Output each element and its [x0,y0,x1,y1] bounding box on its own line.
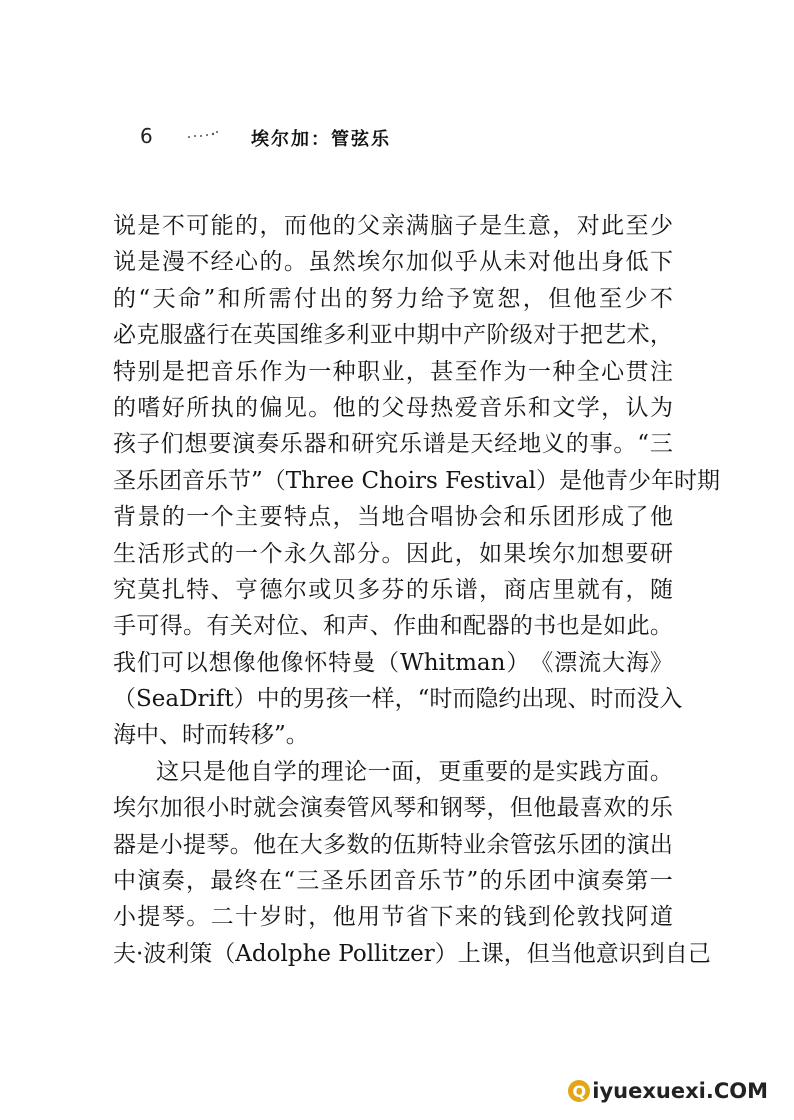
page-header [0,124,794,154]
text-line: 埃 尔 加 很 小 时 就 会 演 奏 管 风 琴 和 钢 琴 ， 但 他 最 喜 欢 的 乐 [113,795,673,822]
text-line: （ SeaDrift ） 中 的 男 孩 一 样 ， “ 时 而 隐 约 出 现 、 时 而 没 入 [113,686,683,713]
text-line: 说 是 漫 不 经 心 的 。 虽 然 埃 尔 加 似 乎 从 未 对 他 出 身 低 下 [113,249,673,276]
text-line: 的 “ 天 命 ” 和 所 需 付 出 的 努 力 给 予 宽 恕 ， 但 他 至 少 不 [113,285,673,312]
text-line: 孩 子 们 想 要 演 奏 乐 器 和 研 究 乐 谱 是 天 经 地 义 的 事 。 “ 三 [113,431,673,458]
text-line: 说 是 不 可 能 的 ， 而 他 的 父 亲 满 脑 子 是 生 意 ， 对 此 至 少 [113,213,673,239]
text-line: 这 只 是 他 自 学 的 理 论 一 面 ， 更 重 要 的 是 实 践 方 面 。 [156,758,673,785]
site-watermark [568,1079,768,1103]
running-title: 埃尔加：管弦乐 [251,129,391,150]
text-line: 圣 乐 团 音 乐 节 ” （ Three Choirs Festival ） 是 他 青 少 年 时 期 [113,467,720,494]
text-line: 我 们 可 以 想 像 他 像 怀 特 曼 （ Whitman ） 《 漂 流 大 海 》 [113,649,673,676]
text-line: 特 别 是 把 音 乐 作 为 一 种 职 业 ， 甚 至 作 为 一 种 全 心 贯 注 [113,358,673,385]
text-line: 生 活 形 式 的 一 个 永 久 部 分 。 因 此 ， 如 果 埃 尔 加 想 要 研 [113,540,673,567]
text-line: 海中、时而转移”。 [113,722,309,749]
text-line: 背 景 的 一 个 主 要 特 点 ， 当 地 合 唱 协 会 和 乐 团 形 成 了 他 [113,504,673,531]
text-line: 手 可 得 。 有 关 对 位 、 和 声 、 作 曲 和 配 器 的 书 也 是 如 此 。 [113,613,673,640]
q-logo-icon: Q [568,1080,590,1102]
page-number: 6 [140,124,153,148]
text-line: 究 莫 扎 特 、 亨 德 尔 或 贝 多 芬 的 乐 谱 ， 商 店 里 就 有 ， 随 [113,576,673,603]
text-line: 小 提 琴 。 二 十 岁 时 ， 他 用 节 省 下 来 的 钱 到 伦 敦 找 阿 道 [113,904,673,931]
text-line: 的 嗜 好 所 执 的 偏 见 。 他 的 父 母 热 爱 音 乐 和 文 学 ， 认 为 [113,394,673,421]
scan-artifact-marks [186,130,220,140]
text-line: 必 克 服 盛 行 在 英 国 维 多 利 亚 中 期 中 产 阶 级 对 于 把 艺 术 ， [113,322,673,349]
text-line: 夫·波利策（Adolphe Pollitzer）上课，但当他意识到自己 [113,940,711,967]
watermark-text: iyuexuexi.COM [592,1079,768,1103]
text-line: 中 演 奏 ， 最 终 在 “ 三 圣 乐 团 音 乐 节 ” 的 乐 团 中 演 奏 第 一 [113,868,673,895]
text-line: 器 是 小 提 琴 。 他 在 大 多 数 的 伍 斯 特 业 余 管 弦 乐 团 的 演 出 [113,831,673,858]
body-text [113,208,720,972]
